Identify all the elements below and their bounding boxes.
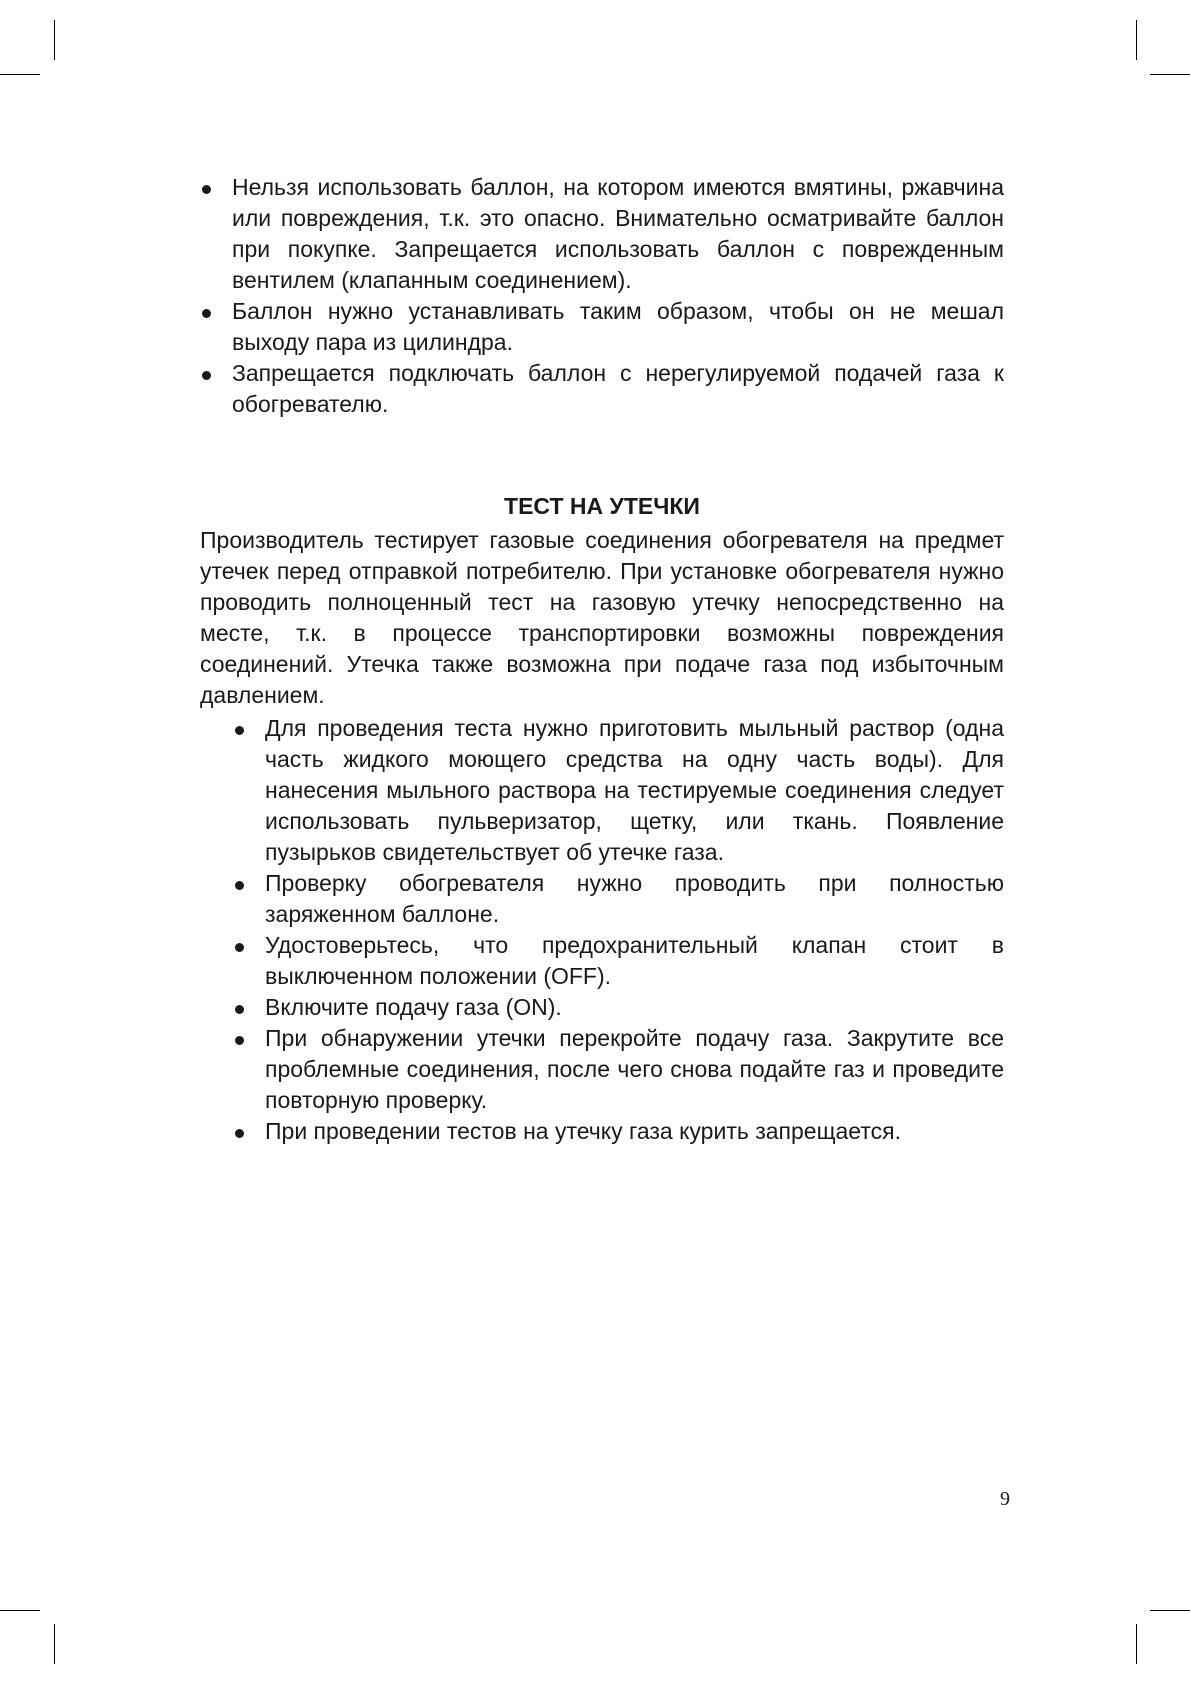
list-item: [233, 1023, 1004, 1116]
bullet-icon: [202, 185, 211, 194]
bullet-icon: [235, 1005, 244, 1014]
crop-mark-top-right-vertical: [1136, 20, 1137, 60]
list-item: [200, 172, 1004, 296]
bullet-icon: [235, 943, 244, 952]
list-item-text: Для проведения теста нужно приготовить мыльный раствор (одна часть жидкого моющего средства на одну часть воды). Для нанесения мыльного раствора на тестируемые соединения следует использовать пульверизатор, щетку, или ткань. Появление пузырьков свидетельствует об утечке газа.: [265, 715, 1004, 865]
bullet-icon: [235, 881, 244, 890]
bullet-icon: [202, 309, 211, 318]
list-item-text: Нельзя использовать баллон, на котором имеются вмятины, ржавчина или повреждения, т.к. это опасно. Внимательно осматривайте баллон при покупке. Запрещается использовать баллон с поврежденным вентилем (клапанным соединением).: [232, 174, 1004, 293]
crop-mark-bottom-left-horizontal: [0, 1610, 40, 1611]
page-number: 9: [1000, 1488, 1010, 1510]
list-item: [200, 358, 1004, 420]
list-item: [233, 868, 1004, 930]
section-paragraph: Производитель тестирует газовые соединения обогревателя на предмет утечек перед отправкой потребителю. При установке обогревателя нужно проводить полноценный тест на газовую утечку непосредственно на месте, т.к. в процессе транспортировки возможны повреждения соединений. Утечка также возможна при подаче газа под избыточным давлением.: [200, 527, 1004, 708]
bullet-icon: [235, 726, 244, 735]
list-item: [233, 713, 1004, 868]
list-item: [200, 296, 1004, 358]
list-item-text: Проверку обогревателя нужно проводить при полностью заряженном баллоне.: [265, 870, 1004, 927]
list-item: [233, 930, 1004, 992]
crop-mark-bottom-right-vertical: [1136, 1624, 1137, 1664]
list-item-text: При проведении тестов на утечку газа курить запрещается.: [265, 1118, 901, 1144]
list-item-text: Включите подачу газа (ON).: [265, 994, 562, 1020]
bullet-icon: [202, 371, 211, 380]
section-title: ТЕСТ НА УТЕЧКИ: [504, 493, 700, 519]
list-item: [233, 1116, 1004, 1147]
page-content: [200, 172, 1004, 1147]
list-item-text: При обнаружении утечки перекройте подачу газа. Закрутите все проблемные соединения, после чего снова подайте газ и проведите повторную проверку.: [265, 1025, 1004, 1113]
list-item: [233, 992, 1004, 1023]
crop-mark-bottom-right-horizontal: [1150, 1610, 1190, 1611]
top-bullet-list: [200, 172, 1004, 420]
bullet-icon: [235, 1129, 244, 1138]
crop-mark-bottom-left-vertical: [54, 1624, 55, 1664]
bullet-icon: [235, 1036, 244, 1045]
list-item-text: Запрещается подключать баллон с нерегулируемой подачей газа к обогревателю.: [232, 360, 1004, 417]
list-item-text: Баллон нужно устанавливать таким образом, чтобы он не мешал выходу пара из цилиндра.: [232, 298, 1004, 355]
crop-mark-top-right-horizontal: [1150, 74, 1190, 75]
list-item-text: Удостоверьтесь, что предохранительный клапан стоит в выключенном положении (OFF).: [265, 932, 1004, 989]
crop-mark-top-left-vertical: [54, 20, 55, 60]
leak-test-bullet-list: [233, 713, 1004, 1147]
crop-mark-top-left-horizontal: [0, 74, 40, 75]
